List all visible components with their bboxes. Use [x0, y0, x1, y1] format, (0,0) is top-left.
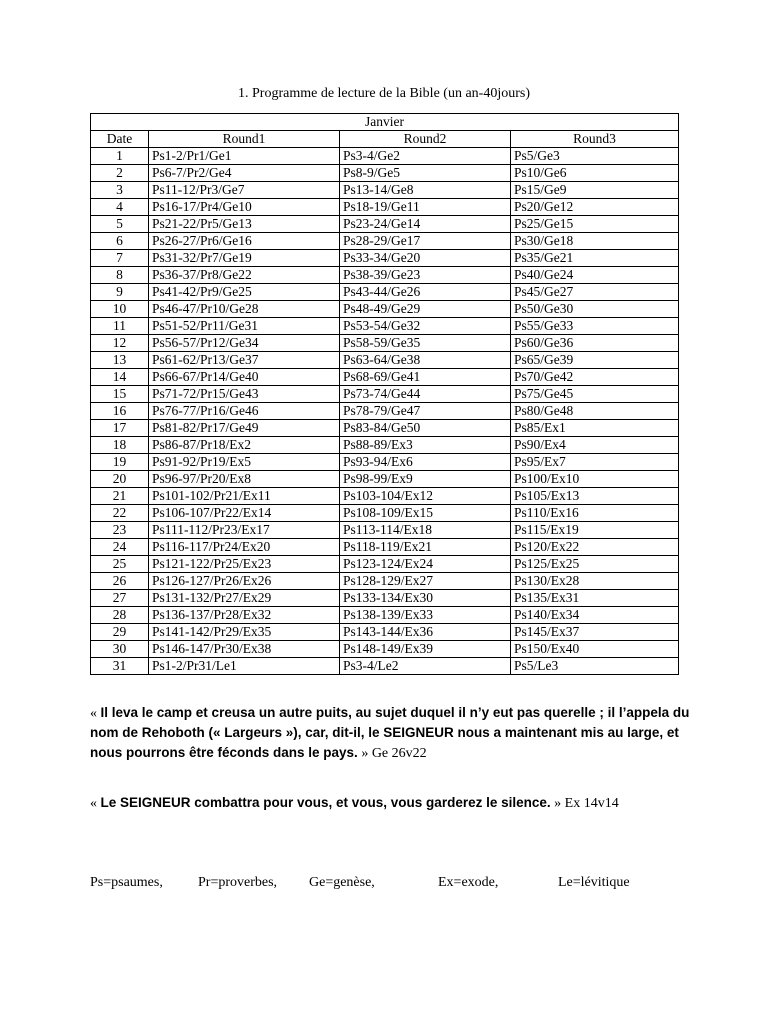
table-row: [91, 199, 679, 216]
round1-cell: Ps1-2/Pr1/Ge1: [149, 148, 340, 165]
round1-cell: Ps86-87/Pr18/Ex2: [149, 437, 340, 454]
round1-cell: Ps1-2/Pr31/Le1: [149, 658, 340, 675]
date-cell: 4: [91, 199, 149, 216]
table-row: [91, 267, 679, 284]
date-cell: 1: [91, 148, 149, 165]
round3-cell: Ps70/Ge42: [511, 369, 679, 386]
table-row: [91, 182, 679, 199]
legend-proverbes: Pr=proverbes,: [198, 875, 278, 890]
table-row: [91, 505, 679, 522]
round2-cell: Ps83-84/Ge50: [340, 420, 511, 437]
round1-cell: Ps91-92/Pr19/Ex5: [149, 454, 340, 471]
table-row: [91, 437, 679, 454]
date-cell: 10: [91, 301, 149, 318]
date-cell: 3: [91, 182, 149, 199]
round1-cell: Ps26-27/Pr6/Ge16: [149, 233, 340, 250]
round1-cell: Ps81-82/Pr17/Ge49: [149, 420, 340, 437]
round3-cell: Ps135/Ex31: [511, 590, 679, 607]
quote-genesis: [90, 703, 690, 763]
round3-cell: Ps150/Ex40: [511, 641, 679, 658]
date-cell: 25: [91, 556, 149, 573]
round2-cell: Ps38-39/Ge23: [340, 267, 511, 284]
date-cell: 6: [91, 233, 149, 250]
round2-cell: Ps63-64/Ge38: [340, 352, 511, 369]
round2-cell: Ps3-4/Le2: [340, 658, 511, 675]
table-row: [91, 403, 679, 420]
round3-cell: Ps65/Ge39: [511, 352, 679, 369]
table-row: [91, 386, 679, 403]
round2-cell: Ps33-34/Ge20: [340, 250, 511, 267]
round2-cell: Ps133-134/Ex30: [340, 590, 511, 607]
table-row: [91, 250, 679, 267]
date-cell: 30: [91, 641, 149, 658]
round3-cell: Ps130/Ex28: [511, 573, 679, 590]
table-row: [91, 573, 679, 590]
round2-cell: Ps18-19/Ge11: [340, 199, 511, 216]
round2-cell: Ps48-49/Ge29: [340, 301, 511, 318]
round1-cell: Ps46-47/Pr10/Ge28: [149, 301, 340, 318]
table-row: [91, 335, 679, 352]
round1-cell: Ps71-72/Pr15/Ge43: [149, 386, 340, 403]
round1-cell: Ps136-137/Pr28/Ex32: [149, 607, 340, 624]
round1-cell: Ps116-117/Pr24/Ex20: [149, 539, 340, 556]
round3-cell: Ps15/Ge9: [511, 182, 679, 199]
reading-plan-table: [90, 113, 679, 675]
round1-cell: Ps76-77/Pr16/Ge46: [149, 403, 340, 420]
table-row: [91, 216, 679, 233]
round3-cell: Ps120/Ex22: [511, 539, 679, 556]
round2-cell: Ps28-29/Ge17: [340, 233, 511, 250]
round2-cell: Ps148-149/Ex39: [340, 641, 511, 658]
round2-cell: Ps73-74/Ge44: [340, 386, 511, 403]
quote-reference: » Ex 14v14: [550, 796, 619, 811]
round3-cell: Ps100/Ex10: [511, 471, 679, 488]
round3-cell: Ps35/Ge21: [511, 250, 679, 267]
round3-cell: Ps95/Ex7: [511, 454, 679, 471]
round2-cell: Ps103-104/Ex12: [340, 488, 511, 505]
quote-open-mark: «: [90, 796, 101, 811]
table-row: [91, 556, 679, 573]
round1-cell: Ps131-132/Pr27/Ex29: [149, 590, 340, 607]
date-cell: 11: [91, 318, 149, 335]
date-cell: 12: [91, 335, 149, 352]
round3-cell: Ps80/Ge48: [511, 403, 679, 420]
date-cell: 17: [91, 420, 149, 437]
round1-cell: Ps6-7/Pr2/Ge4: [149, 165, 340, 182]
date-cell: 5: [91, 216, 149, 233]
legend-psaumes: Ps=psaumes,: [90, 875, 163, 890]
round2-cell: Ps113-114/Ex18: [340, 522, 511, 539]
date-cell: 7: [91, 250, 149, 267]
round2-cell: Ps78-79/Ge47: [340, 403, 511, 420]
round2-cell: Ps88-89/Ex3: [340, 437, 511, 454]
round2-cell: Ps128-129/Ex27: [340, 573, 511, 590]
quote-exodus: [90, 793, 690, 813]
round1-cell: Ps121-122/Pr25/Ex23: [149, 556, 340, 573]
round1-cell: Ps61-62/Pr13/Ge37: [149, 352, 340, 369]
round3-cell: Ps85/Ex1: [511, 420, 679, 437]
round2-cell: Ps93-94/Ex6: [340, 454, 511, 471]
round1-cell: Ps41-42/Pr9/Ge25: [149, 284, 340, 301]
date-cell: 14: [91, 369, 149, 386]
table-row: [91, 148, 679, 165]
date-cell: 2: [91, 165, 149, 182]
table-row: [91, 658, 679, 675]
table-row: [91, 420, 679, 437]
round2-cell: Ps58-59/Ge35: [340, 335, 511, 352]
date-cell: 23: [91, 522, 149, 539]
date-cell: 16: [91, 403, 149, 420]
round3-cell: Ps115/Ex19: [511, 522, 679, 539]
date-cell: 15: [91, 386, 149, 403]
round2-cell: Ps8-9/Ge5: [340, 165, 511, 182]
table-body: [91, 148, 679, 675]
table-row: [91, 641, 679, 658]
date-cell: 29: [91, 624, 149, 641]
table-row: [91, 284, 679, 301]
date-cell: 21: [91, 488, 149, 505]
table-row: [91, 233, 679, 250]
date-cell: 9: [91, 284, 149, 301]
round2-cell: Ps138-139/Ex33: [340, 607, 511, 624]
date-cell: 18: [91, 437, 149, 454]
round1-cell: Ps146-147/Pr30/Ex38: [149, 641, 340, 658]
round1-cell: Ps21-22/Pr5/Ge13: [149, 216, 340, 233]
table-row: [91, 301, 679, 318]
round2-cell: Ps108-109/Ex15: [340, 505, 511, 522]
date-cell: 13: [91, 352, 149, 369]
round1-cell: Ps31-32/Pr7/Ge19: [149, 250, 340, 267]
header-round1: Round1: [149, 131, 340, 148]
date-cell: 22: [91, 505, 149, 522]
round1-cell: Ps36-37/Pr8/Ge22: [149, 267, 340, 284]
table-row: [91, 624, 679, 641]
table-row: [91, 318, 679, 335]
round1-cell: Ps141-142/Pr29/Ex35: [149, 624, 340, 641]
document-title: 1. Programme de lecture de la Bible (un an-40jours): [238, 86, 530, 101]
round1-cell: Ps16-17/Pr4/Ge10: [149, 199, 340, 216]
round3-cell: Ps10/Ge6: [511, 165, 679, 182]
round1-cell: Ps96-97/Pr20/Ex8: [149, 471, 340, 488]
table-row: [91, 488, 679, 505]
round3-cell: Ps60/Ge36: [511, 335, 679, 352]
table-row: [91, 607, 679, 624]
quote-reference: » Ge 26v22: [357, 746, 427, 761]
date-cell: 19: [91, 454, 149, 471]
round1-cell: Ps11-12/Pr3/Ge7: [149, 182, 340, 199]
round1-cell: Ps126-127/Pr26/Ex26: [149, 573, 340, 590]
round3-cell: Ps5/Le3: [511, 658, 679, 675]
table-row: [91, 522, 679, 539]
round3-cell: Ps5/Ge3: [511, 148, 679, 165]
header-round3: Round3: [511, 131, 679, 148]
round3-cell: Ps90/Ex4: [511, 437, 679, 454]
round2-cell: Ps43-44/Ge26: [340, 284, 511, 301]
table-row: [91, 471, 679, 488]
round2-cell: Ps23-24/Ge14: [340, 216, 511, 233]
quote-text: Il leva le camp et creusa un autre puits, au sujet duquel il n’y eut pas querelle ; il l’appela du nom de Rehoboth (« Largeurs »), car, dit-il, le SEIGNEUR nous a maintenant mis au large, et nous pourrons être féconds dans le pays.: [90, 705, 690, 760]
round2-cell: Ps53-54/Ge32: [340, 318, 511, 335]
round3-cell: Ps105/Ex13: [511, 488, 679, 505]
round2-cell: Ps118-119/Ex21: [340, 539, 511, 556]
round2-cell: Ps98-99/Ex9: [340, 471, 511, 488]
round3-cell: Ps30/Ge18: [511, 233, 679, 250]
round3-cell: Ps25/Ge15: [511, 216, 679, 233]
date-cell: 20: [91, 471, 149, 488]
round3-cell: Ps45/Ge27: [511, 284, 679, 301]
table-row: [91, 454, 679, 471]
round3-cell: Ps50/Ge30: [511, 301, 679, 318]
legend-genese: Ge=genèse,: [309, 875, 375, 890]
date-cell: 27: [91, 590, 149, 607]
round3-cell: Ps20/Ge12: [511, 199, 679, 216]
table-row: [91, 352, 679, 369]
round3-cell: Ps140/Ex34: [511, 607, 679, 624]
table-row: [91, 165, 679, 182]
round1-cell: Ps101-102/Pr21/Ex11: [149, 488, 340, 505]
header-date: Date: [91, 131, 149, 148]
column-header-row: [91, 131, 679, 148]
round2-cell: Ps13-14/Ge8: [340, 182, 511, 199]
round3-cell: Ps75/Ge45: [511, 386, 679, 403]
round1-cell: Ps56-57/Pr12/Ge34: [149, 335, 340, 352]
round3-cell: Ps110/Ex16: [511, 505, 679, 522]
quote-open-mark: «: [90, 706, 101, 721]
date-cell: 31: [91, 658, 149, 675]
legend-exode: Ex=exode,: [438, 875, 499, 890]
round2-cell: Ps68-69/Ge41: [340, 369, 511, 386]
table-row: [91, 590, 679, 607]
date-cell: 26: [91, 573, 149, 590]
table-row: [91, 369, 679, 386]
table-row: [91, 539, 679, 556]
round3-cell: Ps55/Ge33: [511, 318, 679, 335]
quote-text: Le SEIGNEUR combattra pour vous, et vous, vous garderez le silence.: [100, 795, 551, 810]
round1-cell: Ps51-52/Pr11/Ge31: [149, 318, 340, 335]
round1-cell: Ps111-112/Pr23/Ex17: [149, 522, 340, 539]
round3-cell: Ps40/Ge24: [511, 267, 679, 284]
round2-cell: Ps123-124/Ex24: [340, 556, 511, 573]
legend-levitique: Le=lévitique: [558, 875, 630, 890]
round2-cell: Ps3-4/Ge2: [340, 148, 511, 165]
date-cell: 24: [91, 539, 149, 556]
header-round2: Round2: [340, 131, 511, 148]
month-header: Janvier: [91, 114, 679, 131]
round3-cell: Ps145/Ex37: [511, 624, 679, 641]
round2-cell: Ps143-144/Ex36: [340, 624, 511, 641]
date-cell: 28: [91, 607, 149, 624]
round1-cell: Ps106-107/Pr22/Ex14: [149, 505, 340, 522]
date-cell: 8: [91, 267, 149, 284]
round3-cell: Ps125/Ex25: [511, 556, 679, 573]
round1-cell: Ps66-67/Pr14/Ge40: [149, 369, 340, 386]
